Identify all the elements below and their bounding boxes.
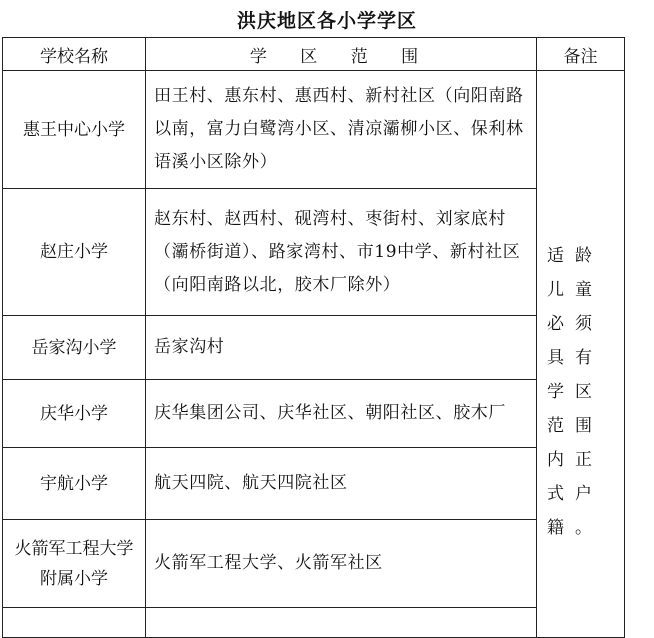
school-name: 庆华小学 — [3, 380, 146, 448]
empty-cell — [3, 608, 146, 638]
header-note: 备注 — [537, 38, 625, 71]
district-scope: 赵东村、赵西村、砚湾村、枣街村、刘家底村（灞桥街道）、路家湾村、市19中学、新村社区（向阳南路以北，胶木厂除外） — [146, 189, 537, 316]
district-scope: 田王村、惠东村、惠西村、新村社区（向阳南路以南，富力白鹭湾小区、清凉灞柳小区、保利林语溪小区除外） — [146, 71, 537, 189]
school-district-table — [2, 37, 625, 638]
school-name: 岳家沟小学 — [3, 316, 146, 380]
district-scope: 航天四院、航天四院社区 — [146, 448, 537, 520]
table-row — [3, 189, 625, 316]
school-name: 火箭军工程大学附属小学 — [3, 520, 146, 608]
school-name: 惠王中心小学 — [3, 71, 146, 189]
school-name: 赵庄小学 — [3, 189, 146, 316]
note-cell — [537, 71, 625, 638]
header-scope: 学 区 范 围 — [146, 38, 537, 71]
district-scope: 岳家沟村 — [146, 316, 537, 380]
table-row — [3, 448, 625, 520]
table-row-empty — [3, 608, 625, 638]
table-row — [3, 520, 625, 608]
note-text: 适龄儿童必须具有学区范围内正式户籍。 — [547, 246, 603, 538]
school-name: 宇航小学 — [3, 448, 146, 520]
document-title: 洪庆地区各小学学区 — [236, 10, 417, 32]
district-scope: 火箭军工程大学、火箭军社区 — [146, 520, 537, 608]
empty-cell — [146, 608, 537, 638]
district-scope: 庆华集团公司、庆华社区、朝阳社区、胶木厂 — [146, 380, 537, 448]
table-row — [3, 71, 625, 189]
table-row — [3, 316, 625, 380]
header-school: 学校名称 — [3, 38, 146, 71]
table-row — [3, 380, 625, 448]
table-header-row — [3, 38, 625, 71]
